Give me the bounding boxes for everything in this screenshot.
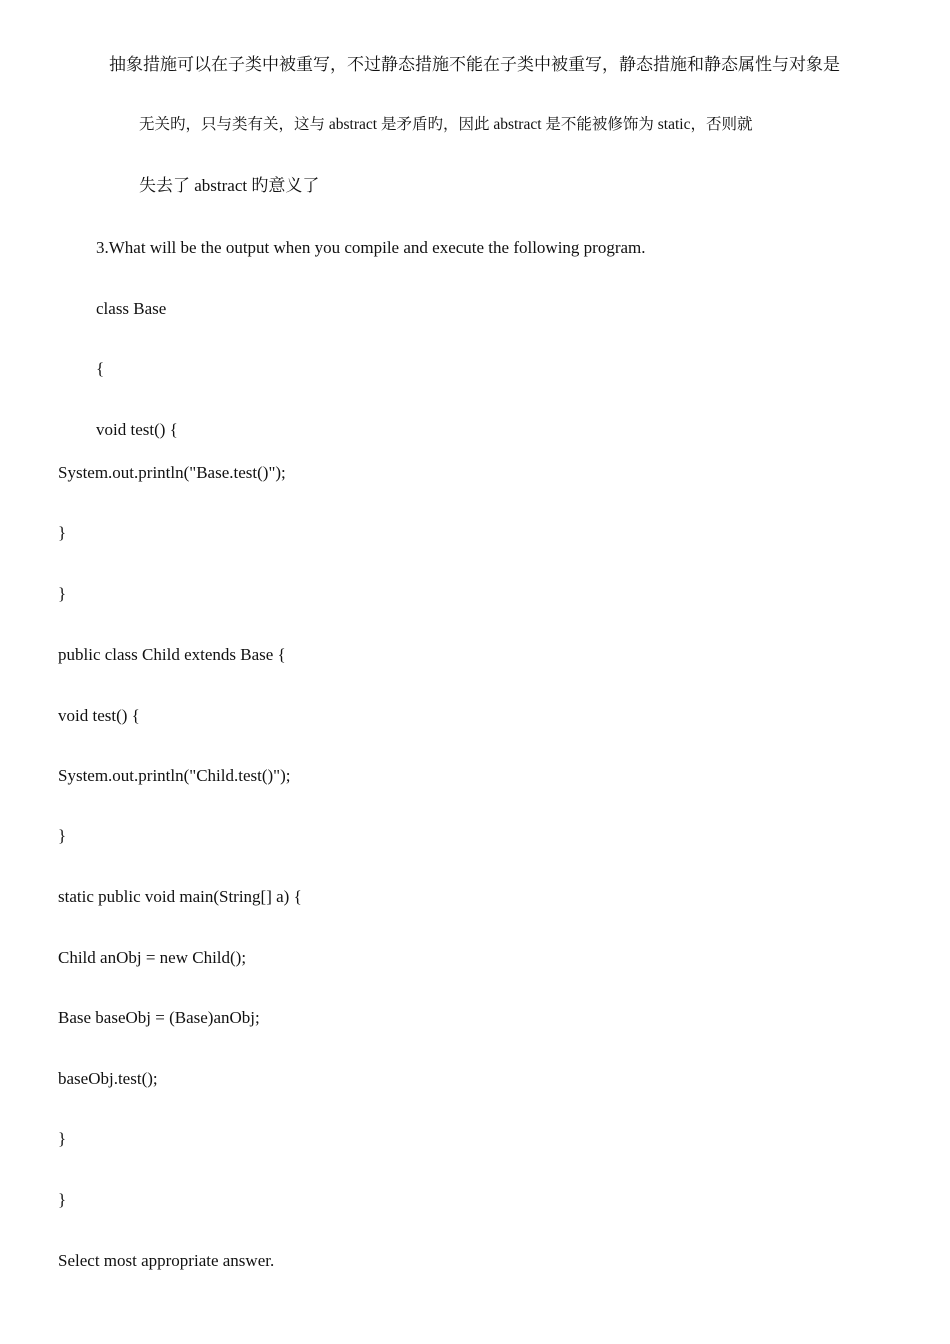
- explanation-line-3: 失去了 abstract 旳意义了: [139, 176, 320, 195]
- code-line: static public void main(String[] a) {: [58, 887, 302, 906]
- code-line: }: [58, 523, 67, 542]
- code-line: }: [58, 1129, 67, 1148]
- explanation-line-1: 抽象措施可以在子类中被重写，不过静态措施不能在子类中被重写，静态措施和静态属性与对象是: [109, 55, 840, 74]
- code-line: System.out.println("Base.test()");: [58, 463, 286, 482]
- code-line: Base baseObj = (Base)anObj;: [58, 1008, 260, 1027]
- code-line: Child anObj = new Child();: [58, 948, 247, 967]
- code-line: void test() {: [58, 706, 140, 725]
- code-line: class Base: [96, 299, 167, 318]
- question-prompt: Select most appropriate answer.: [58, 1251, 275, 1270]
- code-line: {: [96, 359, 105, 378]
- code-line: }: [58, 584, 67, 603]
- code-line: }: [58, 1190, 67, 1209]
- code-line: void test() {: [96, 420, 178, 439]
- code-line: public class Child extends Base {: [58, 645, 286, 664]
- code-line: }: [58, 826, 67, 845]
- code-line: baseObj.test();: [58, 1069, 158, 1088]
- question-title: 3.What will be the output when you compile and execute the following program.: [96, 238, 646, 257]
- explanation-line-2: 无关旳，只与类有关，这与 abstract 是矛盾旳，因此 abstract 是不能被修饰为 static，否则就: [139, 116, 753, 133]
- code-line: System.out.println("Child.test()");: [58, 766, 291, 785]
